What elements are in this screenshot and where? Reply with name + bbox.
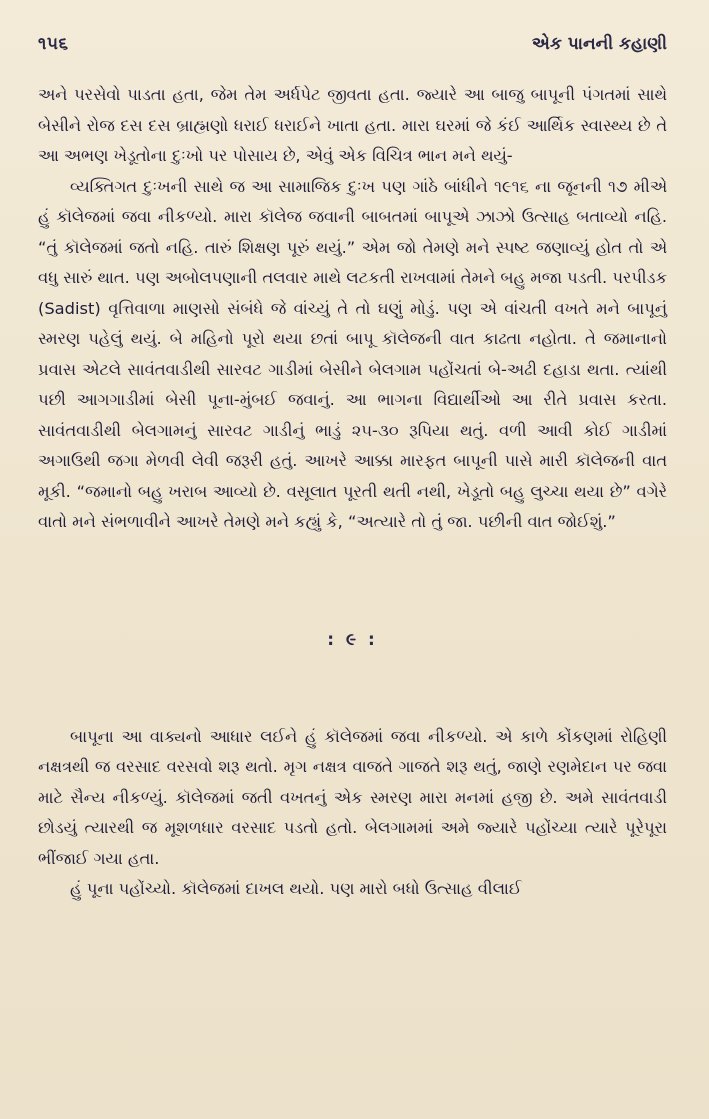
page-header — [38, 34, 667, 70]
chapter-number: : ૯ : — [327, 629, 378, 650]
paragraph-2: વ્યક્તિગત દુઃખની સાથે જ આ સામાજિક દુઃખ પણ ગાંઠે બાંધીને ૧૯૧૬ ના જૂનની ૧૭ મીએ હું કૉલેજમાં જવા નીકળ્યો. મારા કૉલેજ જવાની બાબતમાં બાપૂએ ઝાઝો ઉત્સાહ બતાવ્યો નહિ. “તું કૉલેજમાં જતો નહિ. તારું શિક્ષણ પૂરું થયું.” એમ જો તેમણે મને સ્પષ્ટ જણાવ્યું હોત તો એ વધુ સારું થાત. પણ અબોલપણાની તલવાર માથે લટકતી રાખવામાં તેમને બહુ મજા પડતી. પરપીડક (Sadist) વૃત્તિવાળા માણસો સંબંધે જે વાંચ્યું તે તો ઘણું મોડું. પણ એ વાંચતી વખતે મને બાપૂનું સ્મરણ પહેલું થયું. બે મહિનો પૂરો થયા છતાં બાપૂ કૉલેજની વાત કાઢતા નહોતા. તે જમાનાનો પ્રવાસ એટલે સાવંતવાડીથી સારવટ ગાડીમાં બેસીને બેલગામ પહોંચતાં બે-અઢી દહાડા થતા. ત્યાંથી પછી આગગાડીમાં બેસી પૂના-મુંબઈ જવાનું. આ ભાગના વિદ્યાર્થીઓ આ રીતે પ્રવાસ કરતા. સાવંતવાડીથી બેલગામનું સારવટ ગાડીનું ભાડું ૨૫-૩૦ રૂપિયા થતું. વળી આવી કોઈ ગાડીમાં અગાઉથી જગા મેળવી લેવી જરૂરી હતું. આખરે આક્કા મારફત બાપૂની પાસે મારી કૉલેજની વાત મૂકી. “જમાનો બહુ ખરાબ આવ્યો છે. વસૂલાત પૂરતી થતી નથી, ખેડૂતો બહુ લુચ્ચા થયા છે” વગેરે વાતો મને સંભળાવીને આખરે તેમણે મને કહ્યું કે, “અત્યારે તો તું જા. પછીની વાત જોઈશું.” — [38, 176, 667, 531]
body-text — [38, 80, 667, 905]
paragraph-1: અને પરસેવો પાડતા હતા, જેમ તેમ અર્ધપેટ જીવતા હતા. જ્યારે આ બાજુ બાપૂની પંગતમાં સાથે બેસીને રોજ દસ દસ બ્રાહ્મણો ધરાઈ ધરાઈને ખાતા હતા. મારા ઘરમાં જે કંઈ આર્થિક સ્વાસ્થ્ય છે તે આ અભણ ખેડૂતોના દુઃખો પર પોસાય છે, એવું એક વિચિત્ર ભાન મને થયું- — [38, 85, 667, 165]
page-number: ૧૫૬ — [38, 34, 69, 54]
paragraph-4: હું પૂના પહોંચ્યો. કૉલેજમાં દાખલ થયો. પણ મારો બધો ઉત્સાહ વીલાઈ — [70, 879, 522, 898]
running-title: એક પાનની કહાણી — [531, 34, 667, 54]
paragraph-3: બાપૂના આ વાક્યનો આધાર લઈને હું કૉલેજમાં જવા નીકળ્યો. એ કાળે કોંકણમાં રોહિણી નક્ષત્રથી જ વરસાદ વરસવો શરૂ થતો. મૃગ નક્ષત્ર વાજતે ગાજતે શરૂ થતું, જાણે રણમેદાન પર જવા માટે સૈન્ય નીકળ્યું. કૉલેજમાં જતી વખતનું એક સ્મરણ મારા મનમાં હજી છે. અમે સાવંતવાડી છોડયું ત્યારથી જ મૂશળધાર વરસાદ પડતો હતો. બેલગામમાં અમે જ્યારે પહોંચ્યા ત્યારે પૂરેપૂરા ભીંજાઈ ગયા હતા. — [38, 726, 667, 868]
